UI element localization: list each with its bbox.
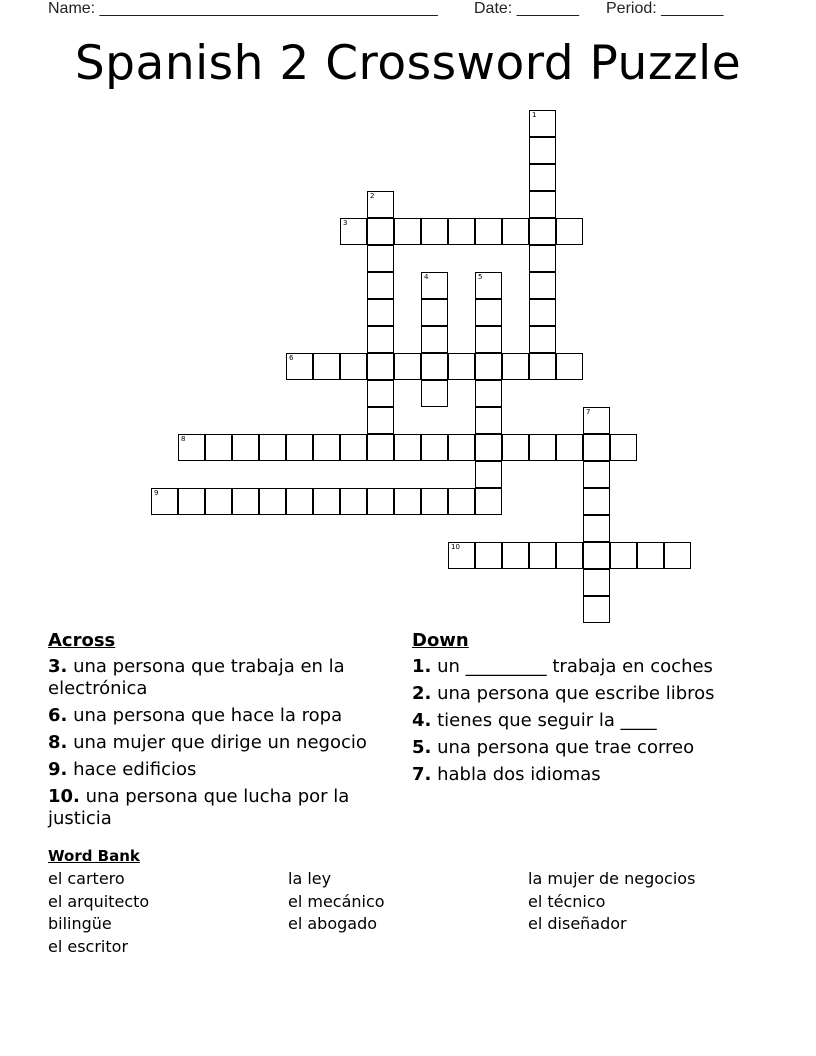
cell-number: 4 — [424, 273, 429, 281]
grid-cell[interactable] — [448, 218, 475, 245]
grid-cell[interactable] — [502, 434, 529, 461]
down-clue — [412, 737, 772, 759]
grid-cell[interactable] — [475, 272, 502, 299]
clue-number: 1. — [412, 656, 432, 677]
grid-cell[interactable] — [583, 596, 610, 623]
grid-cell[interactable] — [502, 353, 529, 380]
grid-cell[interactable] — [475, 299, 502, 326]
grid-cell[interactable] — [421, 272, 448, 299]
clue-number: 3. — [48, 656, 68, 677]
name-line: Name: ______________________________________ — [48, 0, 438, 17]
grid-cell[interactable] — [232, 488, 259, 515]
grid-cell[interactable] — [421, 218, 448, 245]
grid-cell[interactable] — [529, 191, 556, 218]
grid-cell[interactable] — [394, 488, 421, 515]
grid-cell[interactable] — [205, 434, 232, 461]
grid-cell[interactable] — [475, 542, 502, 569]
across-clue — [48, 705, 378, 727]
grid-cell[interactable] — [367, 407, 394, 434]
grid-cell[interactable] — [394, 353, 421, 380]
clue-text: una persona que lucha por la justicia — [48, 786, 350, 829]
across-heading: Across — [48, 630, 116, 651]
word-bank — [48, 846, 768, 968]
clue-number: 6. — [48, 705, 68, 726]
grid-cell[interactable] — [394, 434, 421, 461]
word-bank-item: el escritor — [48, 936, 129, 956]
grid-cell[interactable] — [502, 218, 529, 245]
grid-cell[interactable] — [529, 245, 556, 272]
clue-number: 10. — [48, 786, 80, 807]
grid-cell[interactable] — [475, 380, 502, 407]
grid-cell[interactable] — [421, 353, 448, 380]
grid-cell[interactable] — [232, 434, 259, 461]
grid-cell[interactable] — [313, 353, 340, 380]
grid-cell[interactable] — [529, 110, 556, 137]
grid-cell[interactable] — [448, 488, 475, 515]
down-clue — [412, 764, 772, 786]
date-line: Date: _______ — [474, 0, 579, 17]
grid-cell[interactable] — [583, 407, 610, 434]
grid-cell[interactable] — [529, 272, 556, 299]
grid-cell[interactable] — [286, 434, 313, 461]
grid-cell[interactable] — [529, 353, 556, 380]
grid-cell[interactable] — [394, 218, 421, 245]
grid-cell[interactable] — [367, 434, 394, 461]
clue-number: 2. — [412, 683, 432, 704]
grid-cell[interactable] — [529, 434, 556, 461]
clue-number: 8. — [48, 732, 68, 753]
grid-cell[interactable] — [340, 218, 367, 245]
grid-cell[interactable] — [367, 245, 394, 272]
grid-cell[interactable] — [664, 542, 691, 569]
clue-text: una persona que escribe libros — [437, 683, 715, 704]
page-title: Spanish 2 Crossword Puzzle — [74, 36, 742, 91]
clue-text: tienes que seguir la ____ — [437, 710, 657, 731]
grid-cell[interactable] — [475, 461, 502, 488]
word-bank-item: el técnico — [528, 891, 606, 911]
down-clue — [412, 683, 772, 705]
grid-cell[interactable] — [421, 488, 448, 515]
grid-cell[interactable] — [475, 434, 502, 461]
word-bank-item: el mecánico — [288, 891, 385, 911]
grid-cell[interactable] — [475, 488, 502, 515]
word-bank-item: la mujer de negocios — [528, 869, 696, 888]
cell-number: 1 — [532, 111, 537, 119]
across-clue — [48, 656, 378, 700]
word-bank-item: la ley — [288, 869, 332, 888]
grid-cell[interactable] — [583, 515, 610, 542]
clue-text: una mujer que dirige un negocio — [73, 732, 367, 753]
grid-cell[interactable] — [529, 164, 556, 191]
grid-cell[interactable] — [421, 326, 448, 353]
clue-text: un _________ trabaja en coches — [437, 656, 713, 677]
grid-cell[interactable] — [556, 434, 583, 461]
grid-cell[interactable] — [340, 353, 367, 380]
word-bank-item: el cartero — [48, 869, 125, 888]
across-clue — [48, 786, 378, 830]
grid-cell[interactable] — [610, 542, 637, 569]
grid-cell[interactable] — [475, 407, 502, 434]
grid-cell[interactable] — [529, 542, 556, 569]
grid-cell[interactable] — [259, 434, 286, 461]
clue-text: habla dos idiomas — [437, 764, 601, 785]
grid-cell[interactable] — [151, 488, 178, 515]
across-clue — [48, 759, 378, 781]
grid-cell[interactable] — [475, 326, 502, 353]
grid-cell[interactable] — [367, 191, 394, 218]
down-clue — [412, 656, 772, 678]
grid-cell[interactable] — [178, 434, 205, 461]
grid-cell[interactable] — [529, 137, 556, 164]
grid-cell[interactable] — [610, 434, 637, 461]
grid-cell[interactable] — [367, 353, 394, 380]
down-heading: Down — [412, 630, 469, 651]
word-bank-heading: Word Bank — [48, 847, 140, 865]
clue-text: una persona que trabaja en la electrónica — [48, 656, 345, 699]
across-clues — [48, 630, 378, 835]
grid-cell[interactable] — [367, 218, 394, 245]
word-bank-item: el abogado — [288, 914, 378, 933]
across-clue — [48, 732, 378, 754]
cell-number: 10 — [451, 543, 460, 551]
cell-number: 3 — [343, 219, 348, 227]
grid-cell[interactable] — [286, 353, 313, 380]
clue-text: una persona que trae correo — [437, 737, 695, 758]
grid-cell[interactable] — [421, 434, 448, 461]
down-clue — [412, 710, 772, 732]
grid-cell[interactable] — [340, 488, 367, 515]
grid-cell[interactable] — [367, 488, 394, 515]
grid-cell[interactable] — [421, 299, 448, 326]
grid-cell[interactable] — [340, 434, 367, 461]
down-clues — [412, 630, 772, 791]
grid-cell[interactable] — [475, 353, 502, 380]
grid-cell[interactable] — [178, 488, 205, 515]
clue-number: 7. — [412, 764, 432, 785]
grid-cell[interactable] — [367, 326, 394, 353]
grid-cell[interactable] — [556, 218, 583, 245]
grid-cell[interactable] — [367, 299, 394, 326]
grid-cell[interactable] — [448, 434, 475, 461]
cell-number: 9 — [154, 489, 159, 497]
grid-cell[interactable] — [583, 488, 610, 515]
cell-number: 7 — [586, 408, 591, 416]
cell-number: 6 — [289, 354, 294, 362]
grid-cell[interactable] — [502, 542, 529, 569]
clue-number: 4. — [412, 710, 432, 731]
grid-cell[interactable] — [529, 326, 556, 353]
word-bank-item: bilingüe — [48, 914, 112, 933]
grid-cell[interactable] — [367, 380, 394, 407]
grid-cell[interactable] — [286, 488, 313, 515]
grid-cell[interactable] — [448, 353, 475, 380]
grid-cell[interactable] — [583, 542, 610, 569]
grid-cell[interactable] — [556, 353, 583, 380]
clue-number: 9. — [48, 759, 68, 780]
grid-cell[interactable] — [259, 488, 286, 515]
grid-cell[interactable] — [583, 569, 610, 596]
grid-cell[interactable] — [313, 488, 340, 515]
cell-number: 8 — [181, 435, 186, 443]
word-bank-item: el arquitecto — [48, 891, 150, 911]
grid-cell[interactable] — [583, 434, 610, 461]
grid-cell[interactable] — [367, 272, 394, 299]
grid-cell[interactable] — [475, 218, 502, 245]
grid-cell[interactable] — [421, 380, 448, 407]
clue-text: hace edificios — [73, 759, 197, 780]
word-bank-item: el diseñador — [528, 914, 627, 933]
grid-cell[interactable] — [556, 542, 583, 569]
grid-cell[interactable] — [448, 542, 475, 569]
cell-number: 2 — [370, 192, 375, 200]
grid-cell[interactable] — [313, 434, 340, 461]
clue-number: 5. — [412, 737, 432, 758]
grid-cell[interactable] — [205, 488, 232, 515]
period-line: Period: _______ — [606, 0, 724, 17]
cell-number: 5 — [478, 273, 483, 281]
grid-cell[interactable] — [583, 461, 610, 488]
grid-cell[interactable] — [637, 542, 664, 569]
grid-cell[interactable] — [529, 299, 556, 326]
grid-cell[interactable] — [529, 218, 556, 245]
clue-text: una persona que hace la ropa — [73, 705, 343, 726]
